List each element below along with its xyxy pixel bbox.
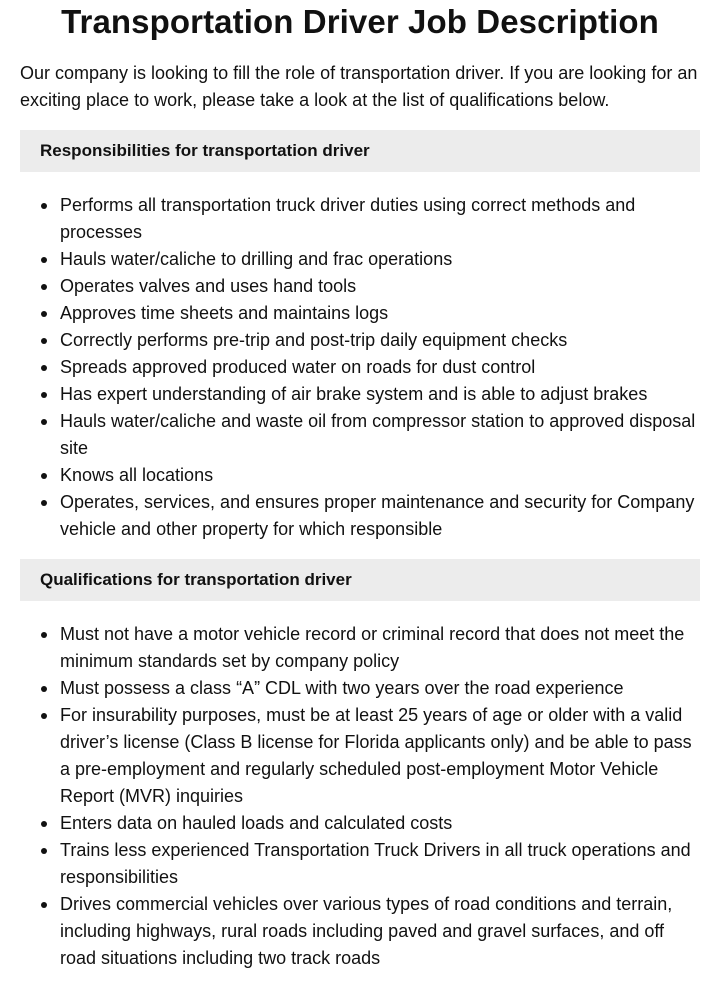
page-title: Transportation Driver Job Description [61,3,659,40]
list-item: Trains less experienced Transportation Truck Drivers in all truck operations and responsibilities [60,837,700,891]
responsibilities-list [20,192,700,543]
responsibilities-heading: Responsibilities for transportation driver [20,130,700,172]
list-item: Operates, services, and ensures proper maintenance and security for Company vehicle and other property for which responsible [60,489,700,543]
qualifications-heading: Qualifications for transportation driver [20,559,700,601]
list-item: Hauls water/caliche and waste oil from compressor station to approved disposal site [60,408,700,462]
intro-paragraph: Our company is looking to fill the role of transportation driver. If you are looking for an exciting place to work, please take a look at the list of qualifications below. [20,63,698,110]
list-item: Spreads approved produced water on roads for dust control [60,354,700,381]
list-item: Must not have a motor vehicle record or criminal record that does not meet the minimum standards set by company policy [60,621,700,675]
list-item: Performs all transportation truck driver duties using correct methods and processes [60,192,700,246]
list-item: Correctly performs pre-trip and post-trip daily equipment checks [60,327,700,354]
list-item: Operates valves and uses hand tools [60,273,700,300]
list-item: Must possess a class “A” CDL with two years over the road experience [60,675,700,702]
list-item: For insurability purposes, must be at least 25 years of age or older with a valid driver’s license (Class B license for Florida applicants only) and be able to pass a pre-employment and regularly scheduled post-employment Motor Vehicle Report (MVR) inquiries [60,702,700,810]
list-item: Enters data on hauled loads and calculated costs [60,810,700,837]
list-item: Knows all locations [60,462,700,489]
list-item: Approves time sheets and maintains logs [60,300,700,327]
qualifications-list [20,621,700,972]
list-item: Has expert understanding of air brake system and is able to adjust brakes [60,381,700,408]
list-item: Hauls water/caliche to drilling and frac operations [60,246,700,273]
list-item: Drives commercial vehicles over various types of road conditions and terrain, including highways, rural roads including paved and gravel surfaces, and off road situations including two track roads [60,891,700,972]
